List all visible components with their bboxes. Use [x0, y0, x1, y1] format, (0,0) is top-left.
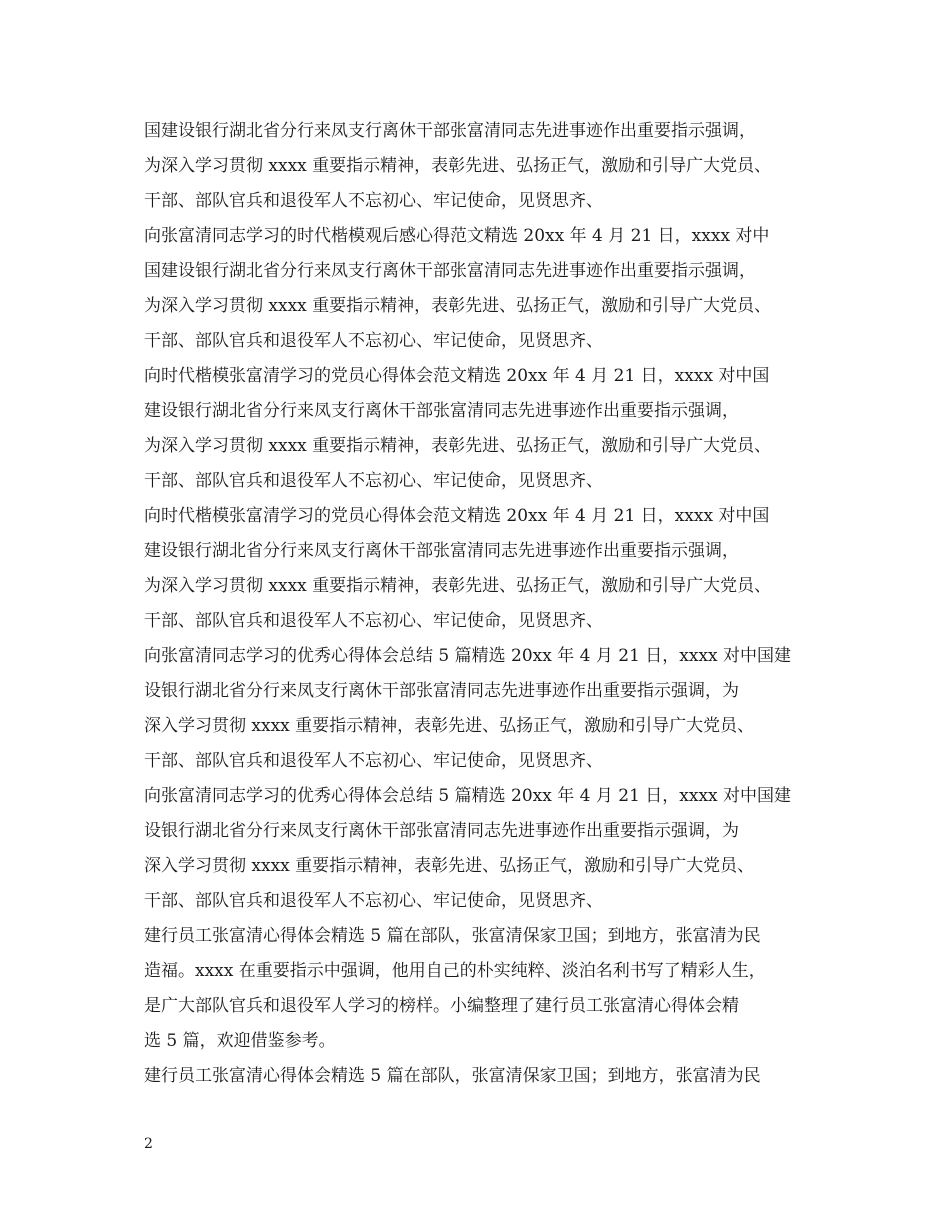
text-line: 深入学习贯彻 xxxx 重要指示精神，表彰先进、弘扬正气，激励和引导广大党员、: [144, 716, 755, 736]
text-line: 选 5 篇，欢迎借鉴参考。: [144, 1031, 336, 1051]
text-line: 向时代楷模张富清学习的党员心得体会范文精选 20xx 年 4 月 21 日，xxxx 对中国: [144, 366, 770, 386]
text-line: 干部、部队官兵和退役军人不忘初心、牢记使命，见贤思齐、: [144, 331, 603, 351]
text-line: 向张富清同志学习的时代楷模观后感心得范文精选 20xx 年 4 月 21 日，xxxx 对中: [144, 226, 770, 246]
text-line: 向时代楷模张富清学习的党员心得体会范文精选 20xx 年 4 月 21 日，xxxx 对中国: [144, 506, 770, 526]
text-line: 为深入学习贯彻 xxxx 重要指示精神，表彰先进、弘扬正气，激励和引导广大党员、: [144, 436, 772, 456]
text-line: 为深入学习贯彻 xxxx 重要指示精神，表彰先进、弘扬正气，激励和引导广大党员、: [144, 576, 772, 596]
text-line: 造福。xxxx 在重要指示中强调，他用自己的朴实纯粹、淡泊名利书写了精彩人生，: [144, 961, 766, 981]
text-line: 建行员工张富清心得体会精选 5 篇在部队，张富清保家卫国；到地方，张富清为民: [144, 1066, 761, 1086]
text-line: 建行员工张富清心得体会精选 5 篇在部队，张富清保家卫国；到地方，张富清为民: [144, 926, 761, 946]
text-line: 为深入学习贯彻 xxxx 重要指示精神，表彰先进、弘扬正气，激励和引导广大党员、: [144, 156, 772, 176]
text-line: 深入学习贯彻 xxxx 重要指示精神，表彰先进、弘扬正气，激励和引导广大党员、: [144, 856, 755, 876]
body-text: [144, 114, 834, 1094]
text-line: 设银行湖北省分行来凤支行离休干部张富清同志先进事迹作出重要指示强调，为: [144, 681, 739, 701]
text-line: 是广大部队官兵和退役军人学习的榜样。小编整理了建行员工张富清心得体会精: [144, 996, 739, 1016]
text-line: 建设银行湖北省分行来凤支行离休干部张富清同志先进事迹作出重要指示强调，: [144, 541, 739, 561]
text-line: 为深入学习贯彻 xxxx 重要指示精神，表彰先进、弘扬正气，激励和引导广大党员、: [144, 296, 772, 316]
text-line: 干部、部队官兵和退役军人不忘初心、牢记使命，见贤思齐、: [144, 471, 603, 491]
text-line: 干部、部队官兵和退役军人不忘初心、牢记使命，见贤思齐、: [144, 891, 603, 911]
text-line: 干部、部队官兵和退役军人不忘初心、牢记使命，见贤思齐、: [144, 751, 603, 771]
text-line: 设银行湖北省分行来凤支行离休干部张富清同志先进事迹作出重要指示强调，为: [144, 821, 739, 841]
text-line: 向张富清同志学习的优秀心得体会总结 5 篇精选 20xx 年 4 月 21 日，xxxx 对中国建: [144, 646, 792, 666]
text-line: 干部、部队官兵和退役军人不忘初心、牢记使命，见贤思齐、: [144, 191, 603, 211]
text-line: 国建设银行湖北省分行来凤支行离休干部张富清同志先进事迹作出重要指示强调，: [144, 261, 756, 281]
text-line: 向张富清同志学习的优秀心得体会总结 5 篇精选 20xx 年 4 月 21 日，xxxx 对中国建: [144, 786, 792, 806]
text-line: 国建设银行湖北省分行来凤支行离休干部张富清同志先进事迹作出重要指示强调，: [144, 121, 756, 141]
text-line: 建设银行湖北省分行来凤支行离休干部张富清同志先进事迹作出重要指示强调，: [144, 401, 739, 421]
page-number: 2: [144, 1136, 153, 1152]
text-line: 干部、部队官兵和退役军人不忘初心、牢记使命，见贤思齐、: [144, 611, 603, 631]
